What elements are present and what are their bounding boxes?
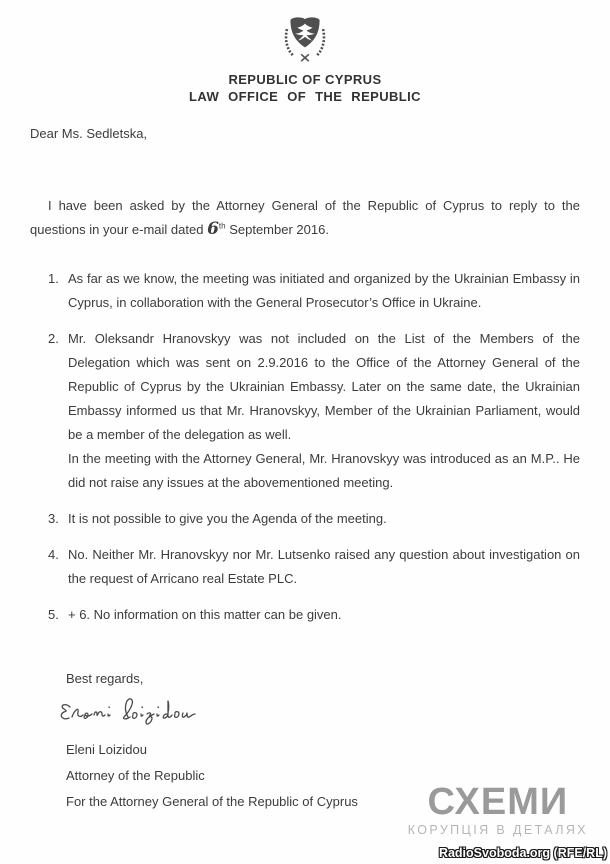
schemes-watermark: [408, 783, 588, 837]
list-item-text: As far as we know, the meeting was initiated and organized by the Ukrainian Embassy in Cyprus, in collaboration with the General Prosecutor’s Office in Ukraine.: [68, 271, 580, 310]
date-ordinal-suffix: th: [218, 221, 226, 231]
radiosvoboda-badge: RadioSvoboda.org (RFE/RL): [438, 846, 607, 860]
numbered-list: [30, 267, 580, 627]
list-item-3: [30, 507, 580, 531]
handwritten-signature: [30, 691, 580, 735]
intro-date-rest: September 2016.: [229, 222, 329, 237]
list-item-text-main: Mr. Oleksandr Hranovskyy was not included on the List of the Members of the Delegation which was sent on 2.9.2016 to the Office of the Attorney General of the Republic of Cyprus by the Ukrainian Embassy. Later on the same date, the Ukrainian Embassy informed us that Mr. Hranovskyy, Member of the Ukrainian Parliament, would be a member of the delegation as well.: [68, 331, 580, 442]
schemes-tagline: КОРУПЦІЯ В ДЕТАЛЯХ: [407, 823, 588, 837]
list-item-text: + 6. No information on this matter can be given.: [68, 607, 342, 622]
list-item-4: [30, 543, 580, 591]
signer-title: Attorney of the Republic: [66, 768, 205, 783]
closing-phrase: Best regards,: [66, 671, 144, 686]
list-item-text: [68, 327, 580, 495]
intro-text: I have been asked by the Attorney General of the Republic of Cyprus to reply to the questions in your e-mail dated: [30, 198, 580, 237]
list-item-2: [30, 327, 580, 495]
list-item-number: 5.: [48, 607, 59, 622]
signer-on-behalf-of: For the Attorney General of the Republic of Cyprus: [66, 794, 358, 809]
cyprus-coat-of-arms-icon: [282, 14, 328, 62]
list-item-number: 4.: [48, 547, 59, 562]
list-item-number: 2.: [48, 331, 59, 346]
list-item-1: [30, 267, 580, 315]
list-item-5: [30, 603, 580, 627]
salutation: Dear Ms. Sedletska,: [30, 126, 148, 141]
schemes-logo-text: СХЕМИ: [427, 781, 569, 823]
list-item-text: It is not possible to give you the Agenda of the meeting.: [68, 511, 387, 526]
intro-paragraph: [30, 194, 580, 242]
letter-body: [30, 122, 580, 815]
letterhead-country: REPUBLIC OF CYPRUS: [228, 72, 382, 87]
signer-name: Eleni Loizidou: [66, 742, 147, 757]
list-item-number: 3.: [48, 511, 59, 526]
handwritten-date-digit: 6: [207, 219, 219, 239]
letterhead: [0, 0, 610, 104]
list-item-text-continuation: In the meeting with the Attorney General, Mr. Hranovskyy was introduced as an M.P.. He did not raise any issues at the abovementioned meeting.: [68, 451, 580, 490]
list-item-text: No. Neither Mr. Hranovskyy nor Mr. Lutsenko raised any question about investigation on the request of Arricano real Estate PLC.: [68, 547, 580, 586]
list-item-number: 1.: [48, 271, 59, 286]
letterhead-office: LAW OFFICE OF THE REPUBLIC: [189, 89, 421, 104]
